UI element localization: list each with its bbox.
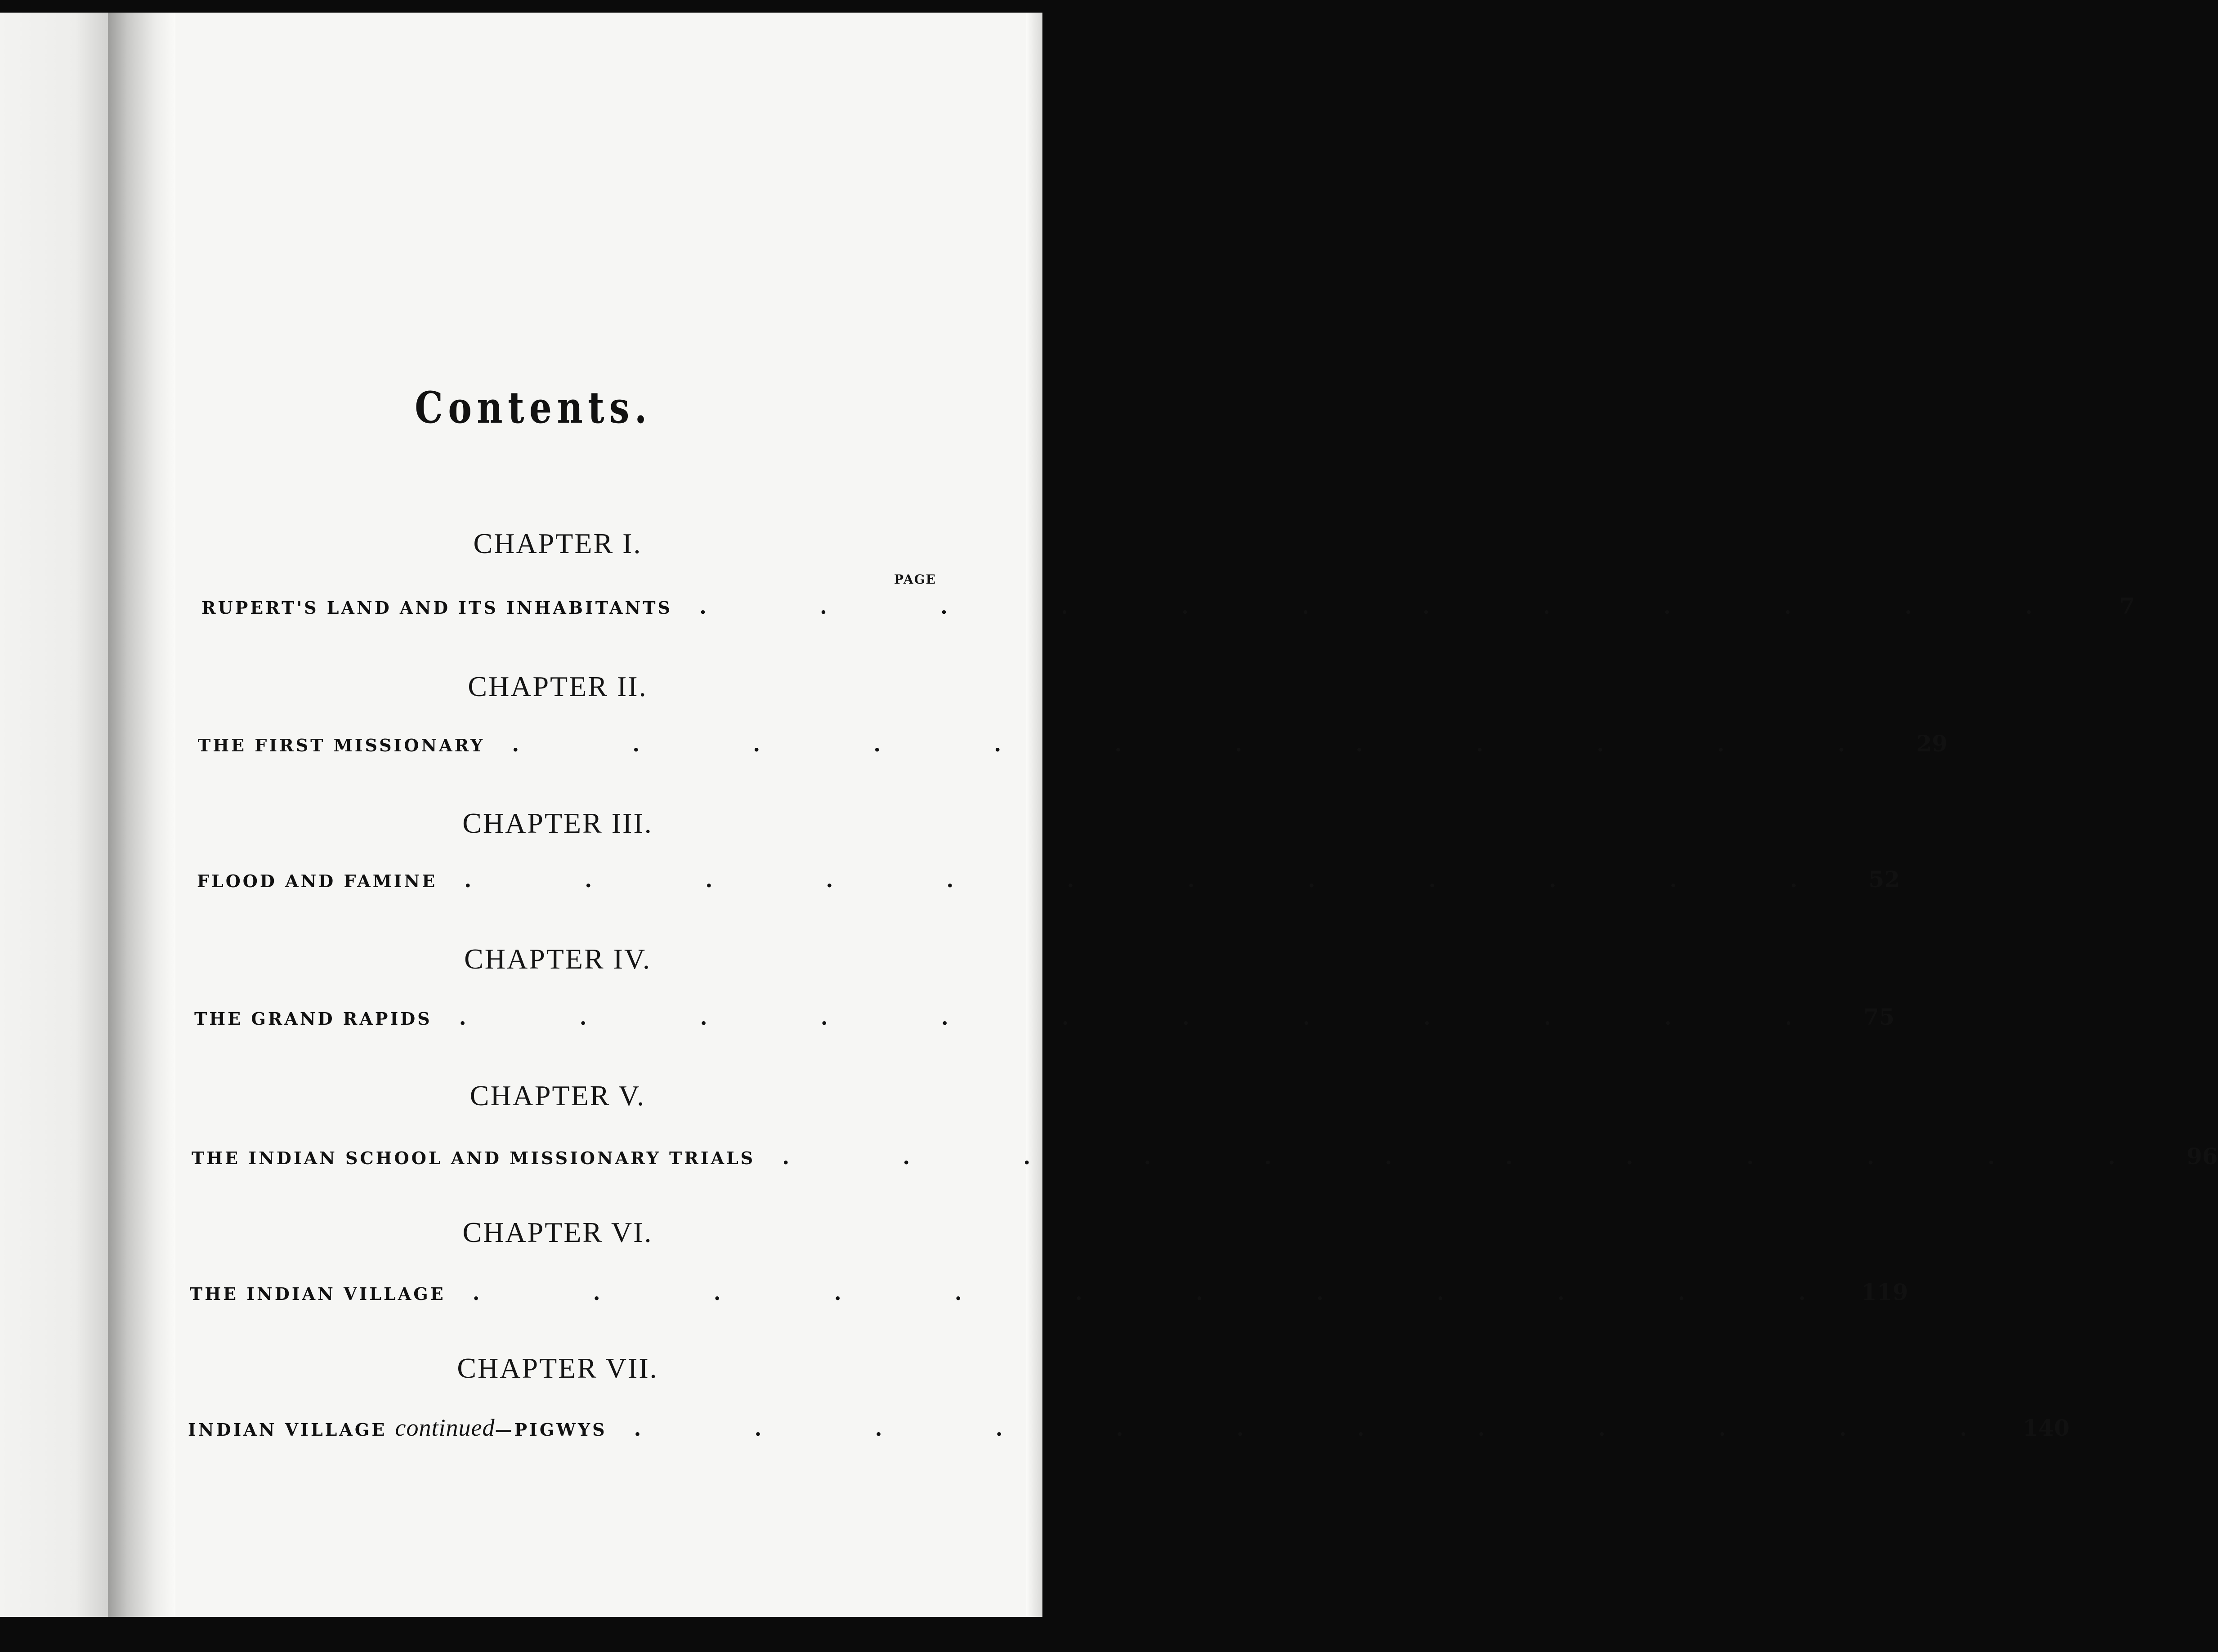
- chapter-heading-7: CHAPTER VII.: [457, 1352, 658, 1384]
- chapter-heading-2: CHAPTER II.: [468, 670, 648, 702]
- toc-entry-page: 52: [1869, 866, 1900, 893]
- toc-entry-title: RUPERT'S LAND AND ITS INHABITANTS: [201, 598, 672, 618]
- leader-dots: . . . . . . . . . . . .: [464, 868, 1851, 892]
- toc-entry-5[interactable]: [192, 1143, 2218, 1170]
- chapter-heading-5: CHAPTER V.: [470, 1080, 646, 1112]
- toc-entry-page: 119: [1861, 1279, 1908, 1305]
- toc-entry-title: THE FIRST MISSIONARY: [198, 735, 485, 755]
- chapter-heading-6: CHAPTER VI.: [462, 1216, 653, 1248]
- toc-entry-1[interactable]: [201, 593, 2135, 619]
- leader-dots: . . . . . . . . . . . .: [512, 732, 1898, 756]
- chapter-heading-1: CHAPTER I.: [473, 527, 642, 559]
- toc-entry-7[interactable]: [188, 1414, 2070, 1442]
- toc-entry-page: 7: [2119, 593, 2135, 619]
- toc-entry-page: 96: [2186, 1143, 2218, 1170]
- leader-dots: . . . . . . . . . . . .: [472, 1281, 1859, 1305]
- toc-entry-page: 29: [1916, 730, 1948, 757]
- toc-entry-title: [188, 1414, 607, 1442]
- chapter-heading-3: CHAPTER III.: [462, 807, 653, 839]
- toc-entry-title: THE INDIAN SCHOOL AND MISSIONARY TRIALS: [192, 1148, 756, 1168]
- toc-entry-3[interactable]: [197, 866, 1900, 893]
- leader-dots: . . . . . . . . . . . .: [459, 1005, 1845, 1030]
- leader-dots: . . . . . . . . . . . .: [699, 594, 2086, 619]
- toc-entry-6[interactable]: [190, 1279, 1908, 1305]
- page-column-label: PAGE: [894, 572, 936, 587]
- toc-entry-title-suffix: —PIGWYS: [495, 1420, 607, 1440]
- leader-dots: . . . . . . . . . . . .: [634, 1416, 2020, 1441]
- page-title: Contents.: [415, 382, 652, 433]
- toc-entry-title: THE GRAND RAPIDS: [194, 1009, 432, 1029]
- toc-entry-4[interactable]: [194, 1004, 1895, 1030]
- leader-dots: . . . . . . . . . . . .: [782, 1145, 2169, 1169]
- toc-entry-title: THE INDIAN VILLAGE: [190, 1284, 446, 1304]
- toc-entry-title-italic: continued: [395, 1414, 495, 1441]
- toc-entry-2[interactable]: [198, 730, 1948, 757]
- toc-entry-page: 75: [1863, 1004, 1895, 1030]
- toc-entry-page: 140: [2022, 1415, 2070, 1441]
- toc-entry-title-prefix: INDIAN VILLAGE: [188, 1420, 387, 1440]
- toc-entry-title: FLOOD AND FAMINE: [197, 871, 438, 891]
- chapter-heading-4: CHAPTER IV.: [464, 943, 651, 975]
